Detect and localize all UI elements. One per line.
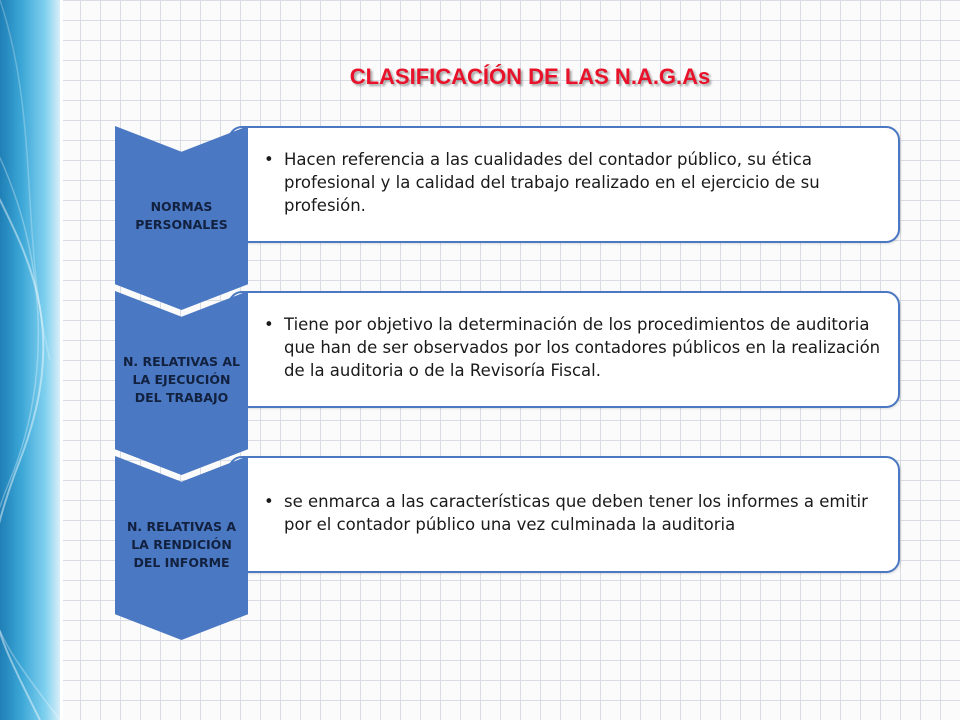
panel-text: Tiene por objetivo la determinación de los procedimientos de auditoria que han de ser observados por los contadores públicos en la realización de la auditoria o de la Revisoría Fiscal. [284, 315, 881, 380]
chevron-label-normas-personales [115, 198, 248, 234]
list-item [258, 148, 892, 217]
decorative-side-stripe [0, 0, 60, 720]
list-item [258, 490, 892, 536]
label-line: NORMAS [150, 199, 213, 214]
label-line: DEL INFORME [133, 555, 230, 570]
label-line: DEL TRABAJO [134, 390, 229, 405]
chevron-label-rendicion-informe [115, 518, 248, 572]
panel-text: se enmarca a las características que deben tener los informes a emitir por el contador público una vez culminada la auditoria [284, 492, 868, 534]
panel-normas-personales [228, 126, 900, 243]
stripe-border [60, 0, 63, 720]
label-line: N. RELATIVAS A [126, 519, 237, 534]
bullet-marker: • [264, 492, 274, 511]
slide-title: CLASIFICACÍÓN DE LAS N.A.G.As [349, 64, 711, 89]
label-line: PERSONALES [135, 217, 228, 232]
list-item [258, 313, 892, 382]
bullet-marker: • [264, 315, 274, 334]
wave-decoration [0, 0, 60, 720]
panel-rendicion-informe [228, 456, 900, 573]
bullet-marker: • [264, 150, 274, 169]
chevron-label-ejecucion-trabajo [115, 353, 248, 407]
panel-text: Hacen referencia a las cualidades del contador público, su ética profesional y la calidad del trabajo realizado en el ejercicio de su profesión. [284, 150, 820, 215]
label-line: LA RENDICIÓN [131, 537, 232, 552]
panel-ejecucion-trabajo [228, 291, 900, 408]
label-line: N. RELATIVAS AL [122, 354, 241, 369]
label-line: LA EJECUCIÓN [132, 372, 231, 387]
